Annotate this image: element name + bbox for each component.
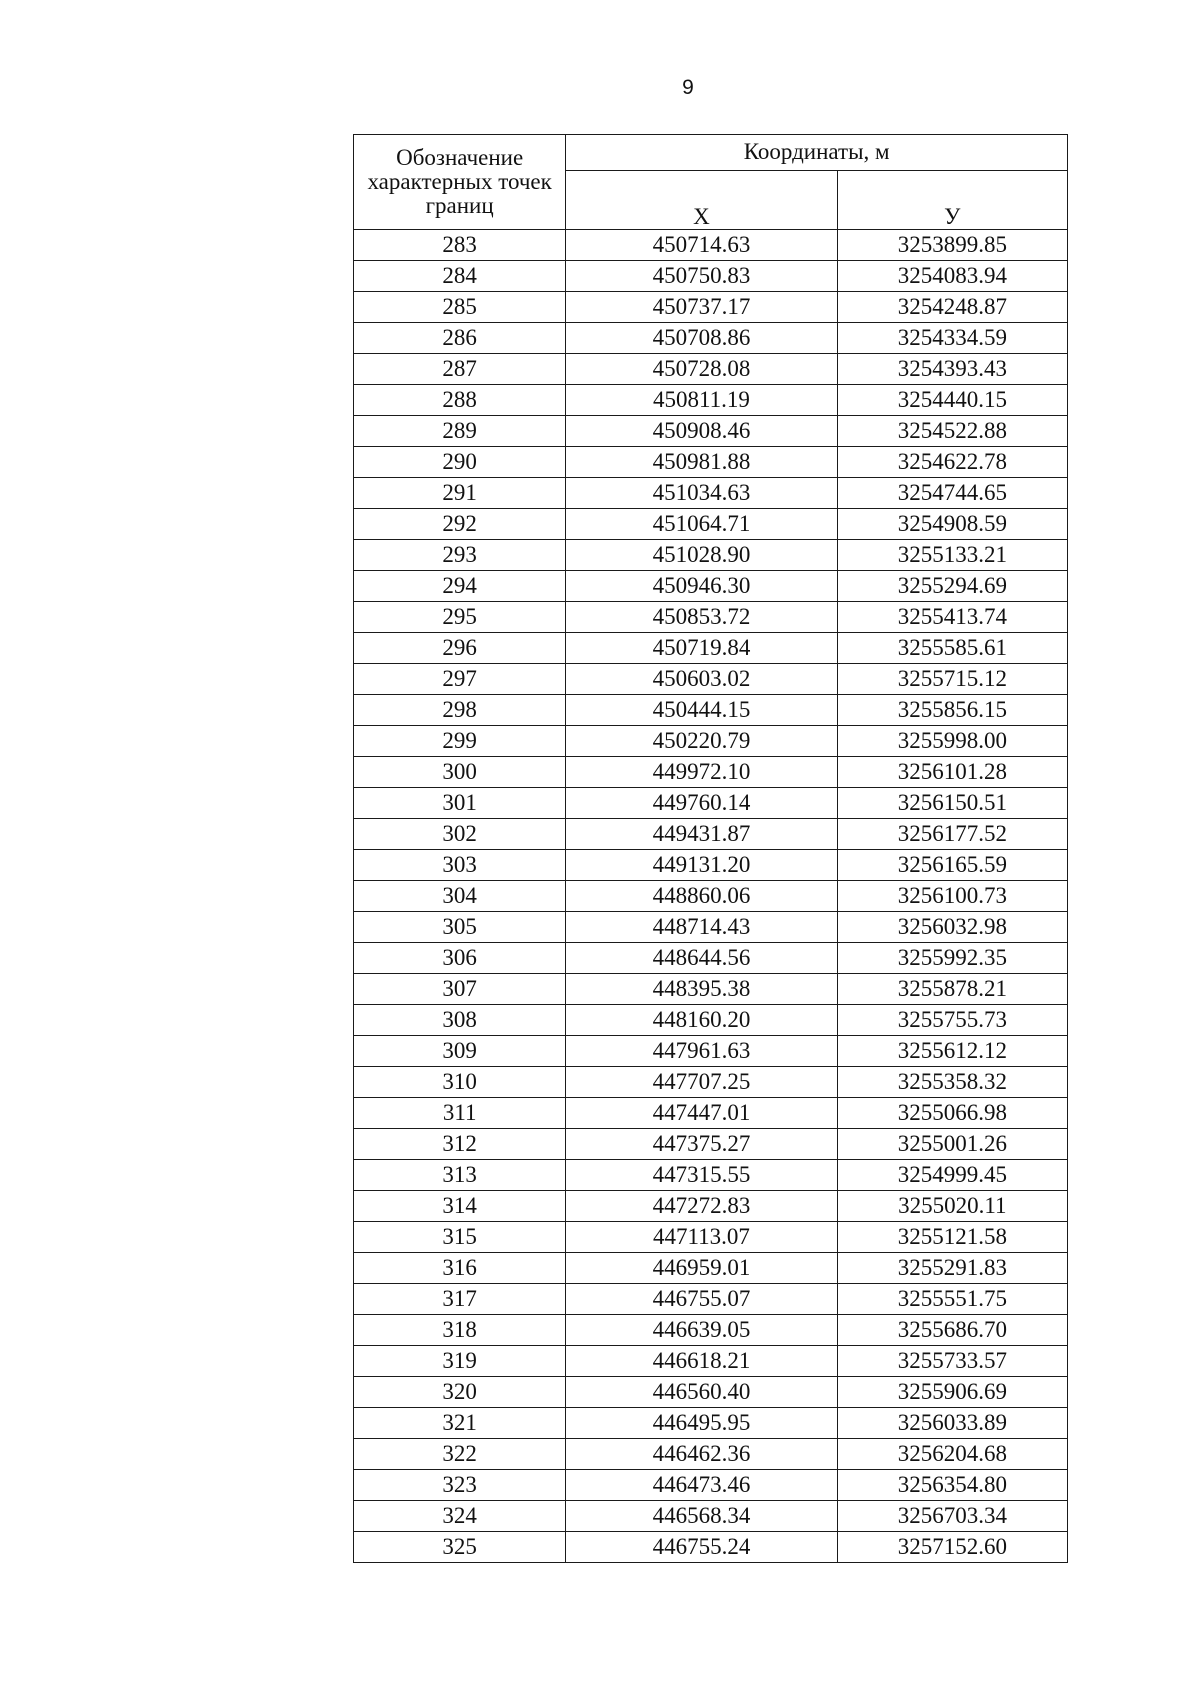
table-row: [354, 1098, 1068, 1129]
table-row: [354, 943, 1068, 974]
y-coordinate-cell: 3256703.34: [837, 1501, 1067, 1532]
table-row: [354, 974, 1068, 1005]
y-coordinate-cell: 3255856.15: [837, 695, 1067, 726]
y-coordinate-cell: 3256150.51: [837, 788, 1067, 819]
y-coordinate-cell: 3257152.60: [837, 1532, 1067, 1563]
table-row: [354, 633, 1068, 664]
table-row: [354, 664, 1068, 695]
point-cell: 293: [354, 540, 566, 571]
table-row: [354, 1160, 1068, 1191]
table-body: [354, 230, 1068, 1563]
point-cell: 312: [354, 1129, 566, 1160]
table-row: [354, 571, 1068, 602]
x-coordinate-cell: 447447.01: [566, 1098, 837, 1129]
table-row: [354, 261, 1068, 292]
coordinates-table: [353, 134, 1068, 1563]
point-cell: 295: [354, 602, 566, 633]
x-coordinate-cell: 450981.88: [566, 447, 837, 478]
x-column-header: X: [566, 170, 837, 229]
table-row: [354, 292, 1068, 323]
point-cell: 300: [354, 757, 566, 788]
y-coordinate-cell: 3254248.87: [837, 292, 1067, 323]
point-cell: 313: [354, 1160, 566, 1191]
x-coordinate-cell: 449760.14: [566, 788, 837, 819]
y-coordinate-cell: 3254334.59: [837, 323, 1067, 354]
y-coordinate-cell: 3255715.12: [837, 664, 1067, 695]
table-row: [354, 881, 1068, 912]
point-cell: 292: [354, 509, 566, 540]
x-coordinate-cell: 447315.55: [566, 1160, 837, 1191]
table-row: [354, 1346, 1068, 1377]
table-row: [354, 478, 1068, 509]
table-row: [354, 850, 1068, 881]
table-row: [354, 323, 1068, 354]
x-coordinate-cell: 450603.02: [566, 664, 837, 695]
point-cell: 322: [354, 1439, 566, 1470]
x-coordinate-cell: 450946.30: [566, 571, 837, 602]
table-row: [354, 757, 1068, 788]
point-cell: 321: [354, 1408, 566, 1439]
y-coordinate-cell: 3254083.94: [837, 261, 1067, 292]
point-cell: 319: [354, 1346, 566, 1377]
y-coordinate-cell: 3255001.26: [837, 1129, 1067, 1160]
x-coordinate-cell: 448714.43: [566, 912, 837, 943]
point-cell: 317: [354, 1284, 566, 1315]
point-cell: 309: [354, 1036, 566, 1067]
y-coordinate-cell: 3256033.89: [837, 1408, 1067, 1439]
x-coordinate-cell: 449131.20: [566, 850, 837, 881]
point-cell: 323: [354, 1470, 566, 1501]
x-coordinate-cell: 449972.10: [566, 757, 837, 788]
y-coordinate-cell: 3255413.74: [837, 602, 1067, 633]
table-row: [354, 385, 1068, 416]
x-coordinate-cell: 447961.63: [566, 1036, 837, 1067]
point-cell: 325: [354, 1532, 566, 1563]
y-coordinate-cell: 3255294.69: [837, 571, 1067, 602]
points-column-header: Обозначение характерных точек границ: [354, 135, 566, 230]
table-row: [354, 1501, 1068, 1532]
table-row: [354, 1067, 1068, 1098]
x-coordinate-cell: 446639.05: [566, 1315, 837, 1346]
x-coordinate-cell: 446618.21: [566, 1346, 837, 1377]
x-coordinate-cell: 448395.38: [566, 974, 837, 1005]
point-cell: 286: [354, 323, 566, 354]
y-coordinate-cell: 3256165.59: [837, 850, 1067, 881]
table-row: [354, 416, 1068, 447]
x-coordinate-cell: 446755.24: [566, 1532, 837, 1563]
y-coordinate-cell: 3254999.45: [837, 1160, 1067, 1191]
point-cell: 307: [354, 974, 566, 1005]
table-row: [354, 1470, 1068, 1501]
table-row: [354, 354, 1068, 385]
y-coordinate-cell: 3256354.80: [837, 1470, 1067, 1501]
y-coordinate-cell: 3254440.15: [837, 385, 1067, 416]
table-row: [354, 230, 1068, 261]
y-coordinate-cell: 3255878.21: [837, 974, 1067, 1005]
point-cell: 283: [354, 230, 566, 261]
point-cell: 285: [354, 292, 566, 323]
x-coordinate-cell: 450750.83: [566, 261, 837, 292]
x-coordinate-cell: 447113.07: [566, 1222, 837, 1253]
point-cell: 308: [354, 1005, 566, 1036]
table-row: [354, 1315, 1068, 1346]
x-coordinate-cell: 448160.20: [566, 1005, 837, 1036]
table-row: [354, 447, 1068, 478]
point-cell: 288: [354, 385, 566, 416]
x-coordinate-cell: 449431.87: [566, 819, 837, 850]
point-cell: 316: [354, 1253, 566, 1284]
y-coordinate-cell: 3255998.00: [837, 726, 1067, 757]
y-coordinate-cell: 3255066.98: [837, 1098, 1067, 1129]
table-row: [354, 1532, 1068, 1563]
x-coordinate-cell: 450220.79: [566, 726, 837, 757]
y-coordinate-cell: 3256032.98: [837, 912, 1067, 943]
y-coordinate-cell: 3254908.59: [837, 509, 1067, 540]
x-coordinate-cell: 450708.86: [566, 323, 837, 354]
point-cell: 290: [354, 447, 566, 478]
point-cell: 287: [354, 354, 566, 385]
y-coordinate-cell: 3255585.61: [837, 633, 1067, 664]
x-coordinate-cell: 448860.06: [566, 881, 837, 912]
y-coordinate-cell: 3255733.57: [837, 1346, 1067, 1377]
x-coordinate-cell: 450853.72: [566, 602, 837, 633]
point-cell: 315: [354, 1222, 566, 1253]
y-coordinate-cell: 3255133.21: [837, 540, 1067, 571]
y-coordinate-cell: 3255612.12: [837, 1036, 1067, 1067]
x-coordinate-cell: 446462.36: [566, 1439, 837, 1470]
x-coordinate-cell: 450737.17: [566, 292, 837, 323]
point-cell: 296: [354, 633, 566, 664]
table-row: [354, 509, 1068, 540]
y-coordinate-cell: 3255291.83: [837, 1253, 1067, 1284]
table-row: [354, 788, 1068, 819]
table-row: [354, 1439, 1068, 1470]
point-cell: 311: [354, 1098, 566, 1129]
y-coordinate-cell: 3256204.68: [837, 1439, 1067, 1470]
table-row: [354, 695, 1068, 726]
coordinates-column-header: Координаты, м: [566, 135, 1068, 171]
x-coordinate-cell: 446495.95: [566, 1408, 837, 1439]
table-row: [354, 1036, 1068, 1067]
x-coordinate-cell: 450444.15: [566, 695, 837, 726]
x-coordinate-cell: 446755.07: [566, 1284, 837, 1315]
point-cell: 289: [354, 416, 566, 447]
table-row: [354, 1408, 1068, 1439]
table-row: [354, 819, 1068, 850]
x-coordinate-cell: 447375.27: [566, 1129, 837, 1160]
y-coordinate-cell: 3254522.88: [837, 416, 1067, 447]
y-coordinate-cell: 3255686.70: [837, 1315, 1067, 1346]
x-coordinate-cell: 446473.46: [566, 1470, 837, 1501]
point-cell: 303: [354, 850, 566, 881]
y-coordinate-cell: 3254622.78: [837, 447, 1067, 478]
point-cell: 301: [354, 788, 566, 819]
point-cell: 294: [354, 571, 566, 602]
y-coordinate-cell: 3255358.32: [837, 1067, 1067, 1098]
x-coordinate-cell: 450719.84: [566, 633, 837, 664]
y-coordinate-cell: 3255121.58: [837, 1222, 1067, 1253]
point-cell: 314: [354, 1191, 566, 1222]
x-coordinate-cell: 450714.63: [566, 230, 837, 261]
point-cell: 291: [354, 478, 566, 509]
point-cell: 304: [354, 881, 566, 912]
point-cell: 298: [354, 695, 566, 726]
x-coordinate-cell: 446959.01: [566, 1253, 837, 1284]
x-coordinate-cell: 450728.08: [566, 354, 837, 385]
x-coordinate-cell: 451034.63: [566, 478, 837, 509]
point-cell: 305: [354, 912, 566, 943]
x-coordinate-cell: 451028.90: [566, 540, 837, 571]
x-coordinate-cell: 448644.56: [566, 943, 837, 974]
page-number: 9: [682, 76, 694, 99]
point-cell: 318: [354, 1315, 566, 1346]
table-header: [354, 135, 1068, 230]
table-row: [354, 1377, 1068, 1408]
y-coordinate-cell: 3255551.75: [837, 1284, 1067, 1315]
point-cell: 320: [354, 1377, 566, 1408]
table-row: [354, 1222, 1068, 1253]
table-row: [354, 1191, 1068, 1222]
table-row: [354, 1284, 1068, 1315]
table-row: [354, 1253, 1068, 1284]
table-row: [354, 602, 1068, 633]
point-cell: 297: [354, 664, 566, 695]
x-coordinate-cell: 450811.19: [566, 385, 837, 416]
table-row: [354, 540, 1068, 571]
x-coordinate-cell: 450908.46: [566, 416, 837, 447]
table-row: [354, 912, 1068, 943]
y-coordinate-cell: 3254393.43: [837, 354, 1067, 385]
y-coordinate-cell: 3255906.69: [837, 1377, 1067, 1408]
y-coordinate-cell: 3256101.28: [837, 757, 1067, 788]
y-coordinate-cell: 3255992.35: [837, 943, 1067, 974]
point-cell: 324: [354, 1501, 566, 1532]
y-coordinate-cell: 3256177.52: [837, 819, 1067, 850]
x-coordinate-cell: 446560.40: [566, 1377, 837, 1408]
table-row: [354, 1129, 1068, 1160]
point-cell: 284: [354, 261, 566, 292]
table-row: [354, 726, 1068, 757]
y-coordinate-cell: 3255755.73: [837, 1005, 1067, 1036]
x-coordinate-cell: 447707.25: [566, 1067, 837, 1098]
point-cell: 306: [354, 943, 566, 974]
y-coordinate-cell: 3254744.65: [837, 478, 1067, 509]
y-coordinate-cell: 3255020.11: [837, 1191, 1067, 1222]
x-coordinate-cell: 447272.83: [566, 1191, 837, 1222]
point-cell: 302: [354, 819, 566, 850]
table-row: [354, 1005, 1068, 1036]
point-cell: 310: [354, 1067, 566, 1098]
y-coordinate-cell: 3256100.73: [837, 881, 1067, 912]
y-coordinate-cell: 3253899.85: [837, 230, 1067, 261]
x-coordinate-cell: 451064.71: [566, 509, 837, 540]
point-cell: 299: [354, 726, 566, 757]
x-coordinate-cell: 446568.34: [566, 1501, 837, 1532]
y-column-header: У: [837, 170, 1067, 229]
